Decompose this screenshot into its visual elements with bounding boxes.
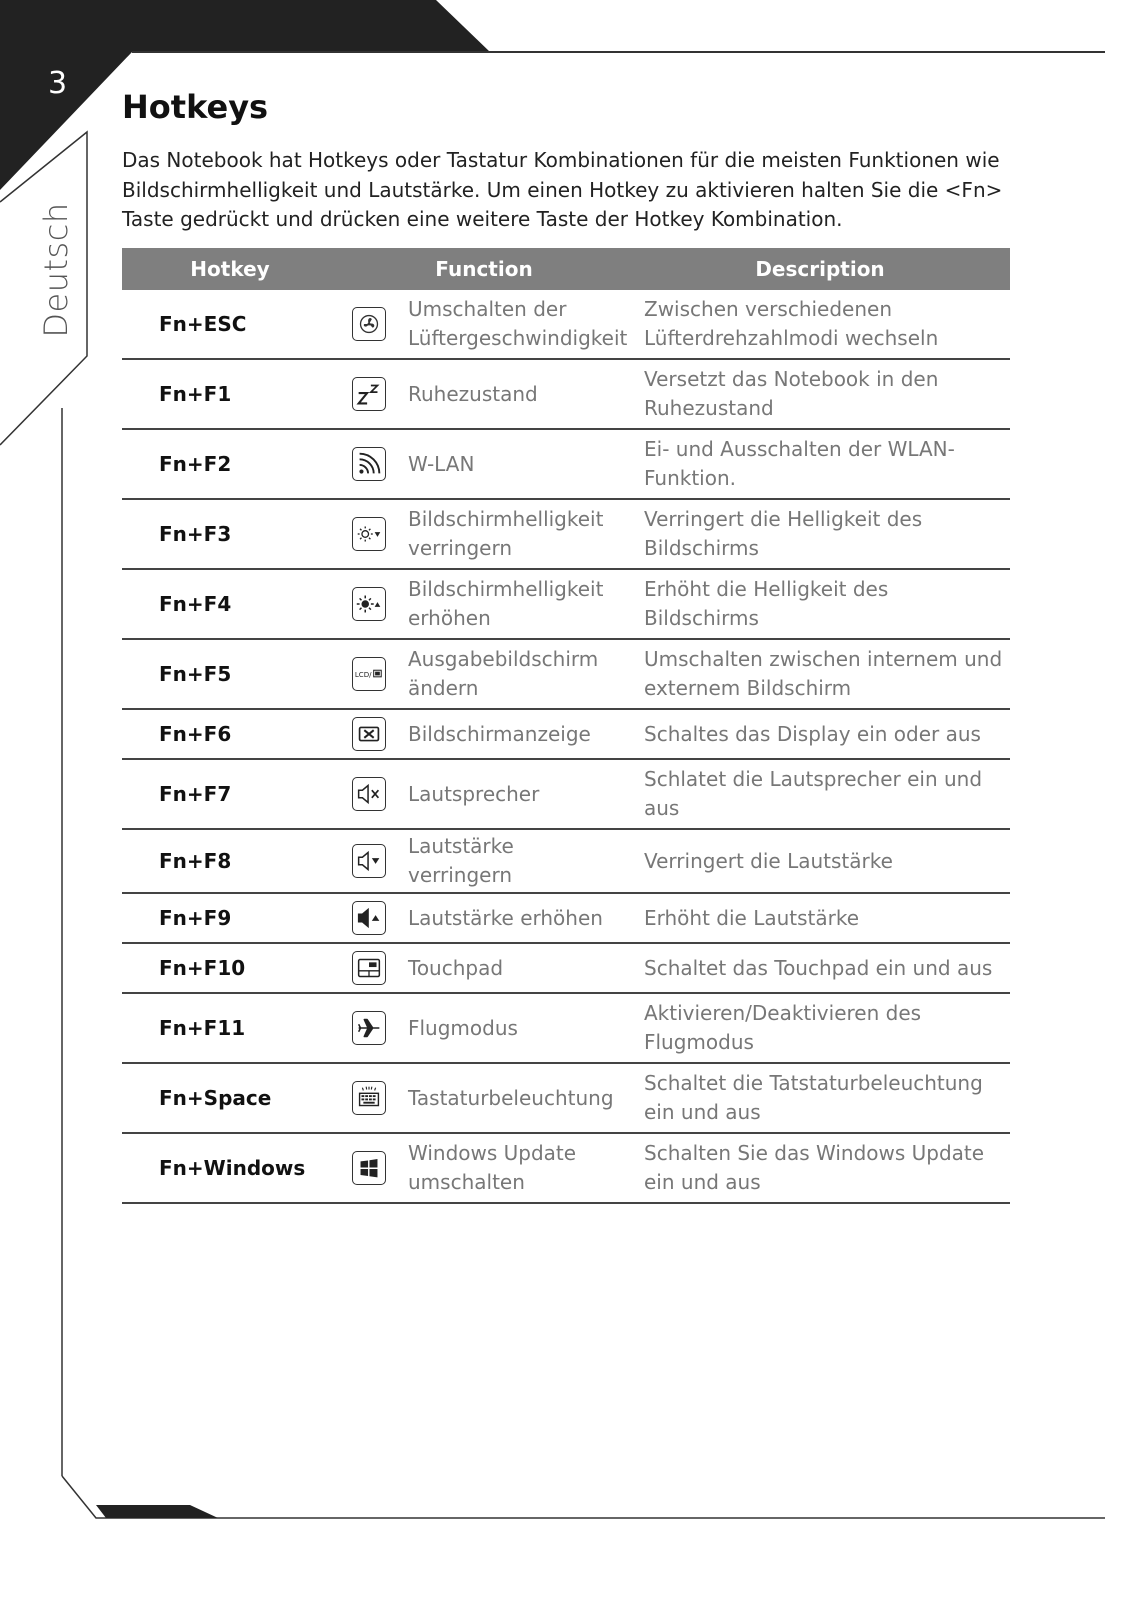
function-cell: Lautstärke verringern bbox=[400, 829, 630, 893]
description-cell: Umschalten zwischen internem und externem Bildschirm bbox=[630, 639, 1010, 709]
hotkey-cell: Fn+F8 bbox=[122, 829, 338, 893]
header-description: Description bbox=[630, 248, 1010, 290]
hotkey-cell: Fn+F10 bbox=[122, 943, 338, 993]
function-cell: Tastaturbeleuchtung bbox=[400, 1063, 630, 1133]
windows-icon bbox=[352, 1151, 386, 1185]
function-cell: Flugmodus bbox=[400, 993, 630, 1063]
table-row bbox=[122, 499, 1010, 569]
function-cell: Touchpad bbox=[400, 943, 630, 993]
description-cell: Schalten Sie das Windows Update ein und aus bbox=[630, 1133, 1010, 1203]
table-row bbox=[122, 359, 1010, 429]
speaker-mute-icon bbox=[352, 777, 386, 811]
function-cell: Ruhezustand bbox=[400, 359, 630, 429]
table-row bbox=[122, 829, 1010, 893]
hotkey-cell: Fn+F11 bbox=[122, 993, 338, 1063]
page-number: 3 bbox=[48, 66, 68, 101]
display-switch-icon bbox=[352, 657, 386, 691]
description-cell: Schaltes das Display ein oder aus bbox=[630, 709, 1010, 759]
volume-down-icon bbox=[352, 844, 386, 878]
keyboard-backlight-icon bbox=[352, 1081, 386, 1115]
wifi-icon bbox=[352, 447, 386, 481]
hotkey-cell: Fn+F1 bbox=[122, 359, 338, 429]
table-row bbox=[122, 709, 1010, 759]
table-header-row bbox=[122, 248, 1010, 290]
language-tab: Deutsch bbox=[37, 202, 75, 338]
function-cell: Lautstärke erhöhen bbox=[400, 893, 630, 943]
description-cell: Versetzt das Notebook in den Ruhezustand bbox=[630, 359, 1010, 429]
function-cell: Ausgabebildschirm ändern bbox=[400, 639, 630, 709]
page-title: Hotkeys bbox=[122, 88, 269, 126]
hotkey-cell: Fn+F4 bbox=[122, 569, 338, 639]
table-row bbox=[122, 569, 1010, 639]
description-cell: Verringert die Lautstärke bbox=[630, 829, 1010, 893]
hotkey-cell: Fn+F7 bbox=[122, 759, 338, 829]
table-row bbox=[122, 429, 1010, 499]
table-row bbox=[122, 1063, 1010, 1133]
function-cell: Bildschirmhelligkeit verringern bbox=[400, 499, 630, 569]
function-cell: W-LAN bbox=[400, 429, 630, 499]
hotkey-cell: Fn+F9 bbox=[122, 893, 338, 943]
hotkey-cell: Fn+Space bbox=[122, 1063, 338, 1133]
touchpad-icon bbox=[352, 951, 386, 985]
description-cell: Erhöht die Lautstärke bbox=[630, 893, 1010, 943]
table-row bbox=[122, 639, 1010, 709]
hotkey-cell: Fn+ESC bbox=[122, 290, 338, 359]
hotkey-cell: Fn+Windows bbox=[122, 1133, 338, 1203]
table-row bbox=[122, 759, 1010, 829]
function-cell: Bildschirmanzeige bbox=[400, 709, 630, 759]
function-cell: Lautsprecher bbox=[400, 759, 630, 829]
table-row bbox=[122, 993, 1010, 1063]
description-cell: Zwischen verschiedenen Lüfterdrehzahlmodi wechseln bbox=[630, 290, 1010, 359]
bottom-border-line bbox=[62, 1476, 1105, 1518]
bottom-corner-accent bbox=[96, 1505, 218, 1518]
description-cell: Ei- und Ausschalten der WLAN-Funktion. bbox=[630, 429, 1010, 499]
function-cell: Bildschirmhelligkeit erhöhen bbox=[400, 569, 630, 639]
description-cell: Schlatet die Lautsprecher ein und aus bbox=[630, 759, 1010, 829]
table-row bbox=[122, 943, 1010, 993]
hotkey-cell: Fn+F6 bbox=[122, 709, 338, 759]
sleep-icon bbox=[352, 377, 386, 411]
description-cell: Schaltet die Tatstaturbeleuchtung ein und aus bbox=[630, 1063, 1010, 1133]
fan-icon bbox=[352, 307, 386, 341]
hotkey-cell: Fn+F2 bbox=[122, 429, 338, 499]
hotkey-cell: Fn+F3 bbox=[122, 499, 338, 569]
description-cell: Erhöht die Helligkeit des Bildschirms bbox=[630, 569, 1010, 639]
description-cell: Verringert die Helligkeit des Bildschirms bbox=[630, 499, 1010, 569]
brightness-down-icon bbox=[352, 517, 386, 551]
description-cell: Aktivieren/Deaktivieren des Flugmodus bbox=[630, 993, 1010, 1063]
hotkey-cell: Fn+F5 bbox=[122, 639, 338, 709]
function-cell: Umschalten der Lüftergeschwindigkeit bbox=[400, 290, 630, 359]
header-function: Function bbox=[338, 248, 630, 290]
table-row bbox=[122, 893, 1010, 943]
brightness-up-icon bbox=[352, 587, 386, 621]
display-off-icon bbox=[352, 717, 386, 751]
airplane-icon bbox=[352, 1011, 386, 1045]
table-row bbox=[122, 1133, 1010, 1203]
header-hotkey: Hotkey bbox=[122, 248, 338, 290]
function-cell: Windows Update umschalten bbox=[400, 1133, 630, 1203]
table-row bbox=[122, 290, 1010, 359]
lcd-label: LCD/ bbox=[354, 669, 372, 679]
intro-paragraph: Das Notebook hat Hotkeys oder Tastatur Kombinationen für die meisten Funktionen wie Bildschirmhelligkeit und Lautstärke. Um einen Hotkey zu aktivieren halten Sie die <Fn> Taste gedrückt und drücken eine weitere Taste der Hotkey Kombination. bbox=[122, 148, 1003, 231]
volume-up-icon bbox=[352, 901, 386, 935]
hotkey-table bbox=[122, 248, 1010, 1204]
description-cell: Schaltet das Touchpad ein und aus bbox=[630, 943, 1010, 993]
